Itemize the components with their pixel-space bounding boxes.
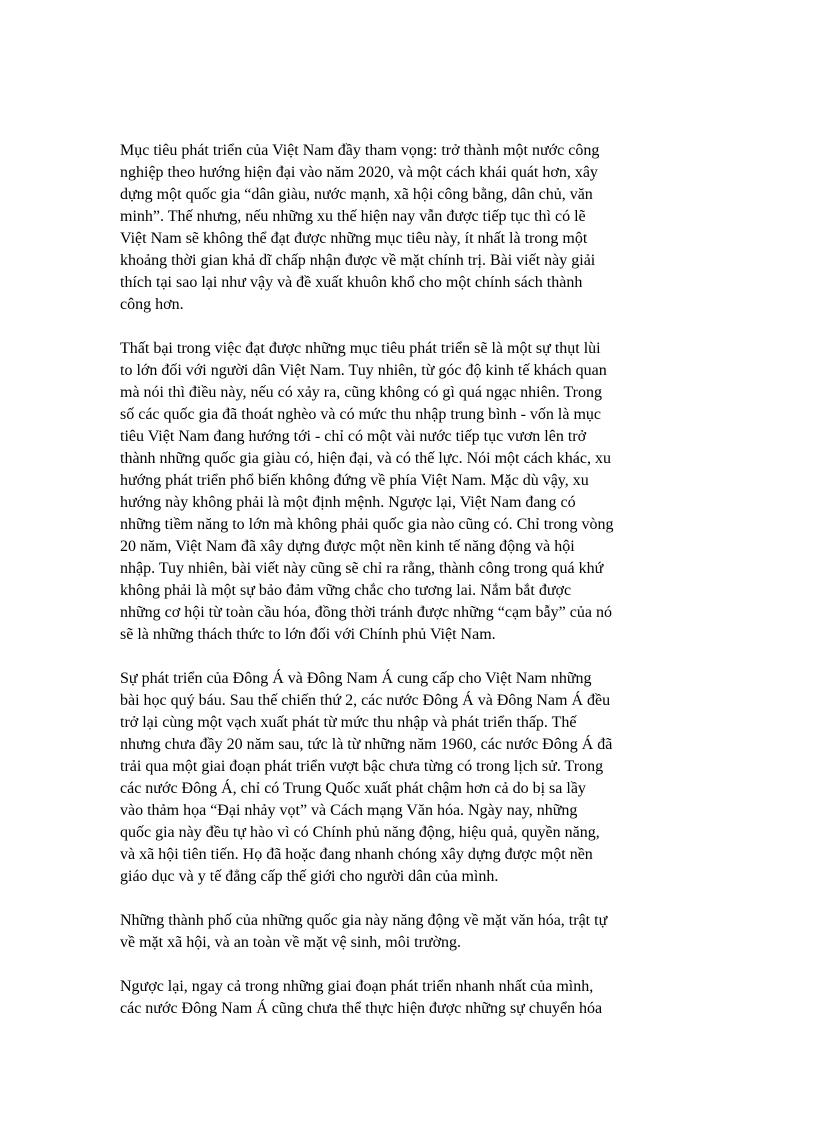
text-line: Ngược lại, ngay cả trong những giai đoạn phát triển nhanh nhất của mình, [120,978,594,995]
text-line: tiêu Việt Nam đang hướng tới - chỉ có một vài nước tiếp tục vươn lên trở [120,428,587,445]
text-line: nhưng chưa đầy 20 năm sau, tức là từ những năm 1960, các nước Đông Á đã [120,736,613,753]
text-line: hướng phát triển phổ biến không đứng về phía Việt Nam. Mặc dù vậy, xu [120,472,589,489]
text-line: Thất bại trong việc đạt được những mục tiêu phát triển sẽ là một sự thụt lùi [120,340,601,357]
text-line: và xã hội tiên tiến. Họ đã hoặc đang nhanh chóng xây dựng được một nền [120,846,593,863]
text-line: những tiềm năng to lớn mà không phải quốc gia nào cũng có. Chỉ trong vòng [120,516,614,533]
text-line: 20 năm, Việt Nam đã xây dựng được một nền kinh tế năng động và hội [120,538,575,555]
paragraph-3 [120,668,700,888]
text-line: hướng này không phải là một định mệnh. Ngược lại, Việt Nam đang có [120,494,576,511]
text-line: quốc gia này đều tự hào vì có Chính phủ năng động, hiệu quả, quyền năng, [120,824,600,841]
text-line: trở lại cùng một vạch xuất phát từ mức thu nhập và phát triển thấp. Thế [120,714,577,731]
paragraph-4 [120,910,700,954]
text-line: thành những quốc gia giàu có, hiện đại, và có thế lực. Nói một cách khác, xu [120,450,611,467]
text-line: vào thảm họa “Đại nhảy vọt” và Cách mạng Văn hóa. Ngày nay, những [120,802,578,819]
text-line: bài học quý báu. Sau thế chiến thứ 2, các nước Đông Á và Đông Nam Á đều [120,692,611,709]
text-line: minh”. Thế nhưng, nếu những xu thế hiện nay vẫn được tiếp tục thì có lẽ [120,208,586,225]
document-page [120,140,700,1042]
paragraph-1 [120,140,700,316]
text-line: Những thành phố của những quốc gia này năng động về mặt văn hóa, trật tự [120,912,608,929]
text-line: thích tại sao lại như vậy và đề xuất khuôn khổ cho một chính sách thành [120,274,583,291]
text-line: khoảng thời gian khả dĩ chấp nhận được về mặt chính trị. Bài viết này giải [120,252,596,269]
text-line: công hơn. [120,296,184,313]
text-line: sẽ là những thách thức to lớn đối với Chính phủ Việt Nam. [120,626,496,643]
text-line: các nước Đông Nam Á cũng chưa thể thực hiện được những sự chuyển hóa [120,1000,603,1017]
text-line: mà nói thì điều này, nếu có xảy ra, cũng không có gì quá ngạc nhiên. Trong [120,384,602,401]
paragraph-5 [120,976,700,1020]
text-line: Mục tiêu phát triển của Việt Nam đầy tham vọng: trở thành một nước công [120,142,600,159]
text-line: to lớn đối với người dân Việt Nam. Tuy nhiên, từ góc độ kinh tế khách quan [120,362,607,379]
text-line: nhập. Tuy nhiên, bài viết này cũng sẽ chỉ ra rằng, thành công trong quá khứ [120,560,604,577]
text-line: số các quốc gia đã thoát nghèo và có mức thu nhập trung bình - vốn là mục [120,406,601,423]
text-line: về mặt xã hội, và an toàn về mặt vệ sinh, môi trường. [120,934,462,951]
text-line: giáo dục và y tế đẳng cấp thế giới cho người dân của mình. [120,868,499,885]
text-line: Việt Nam sẽ không thể đạt được những mục tiêu này, ít nhất là trong một [120,230,588,247]
text-line: Sự phát triển của Đông Á và Đông Nam Á cung cấp cho Việt Nam những [120,670,592,687]
paragraph-2 [120,338,700,646]
text-line: nghiệp theo hướng hiện đại vào năm 2020, và một cách khái quát hơn, xây [120,164,598,181]
text-line: những cơ hội từ toàn cầu hóa, đồng thời tránh được những “cạm bẫy” của nó [120,604,612,621]
text-line: trải qua một giai đoạn phát triển vượt bậc chưa từng có trong lịch sử. Trong [120,758,604,775]
text-line: dựng một quốc gia “dân giàu, nước mạnh, xã hội công bằng, dân chủ, văn [120,186,593,203]
text-line: các nước Đông Á, chỉ có Trung Quốc xuất phát chậm hơn cả do bị sa lầy [120,780,586,797]
text-line: không phải là một sự bảo đảm vững chắc cho tương lai. Nắm bắt được [120,582,572,599]
